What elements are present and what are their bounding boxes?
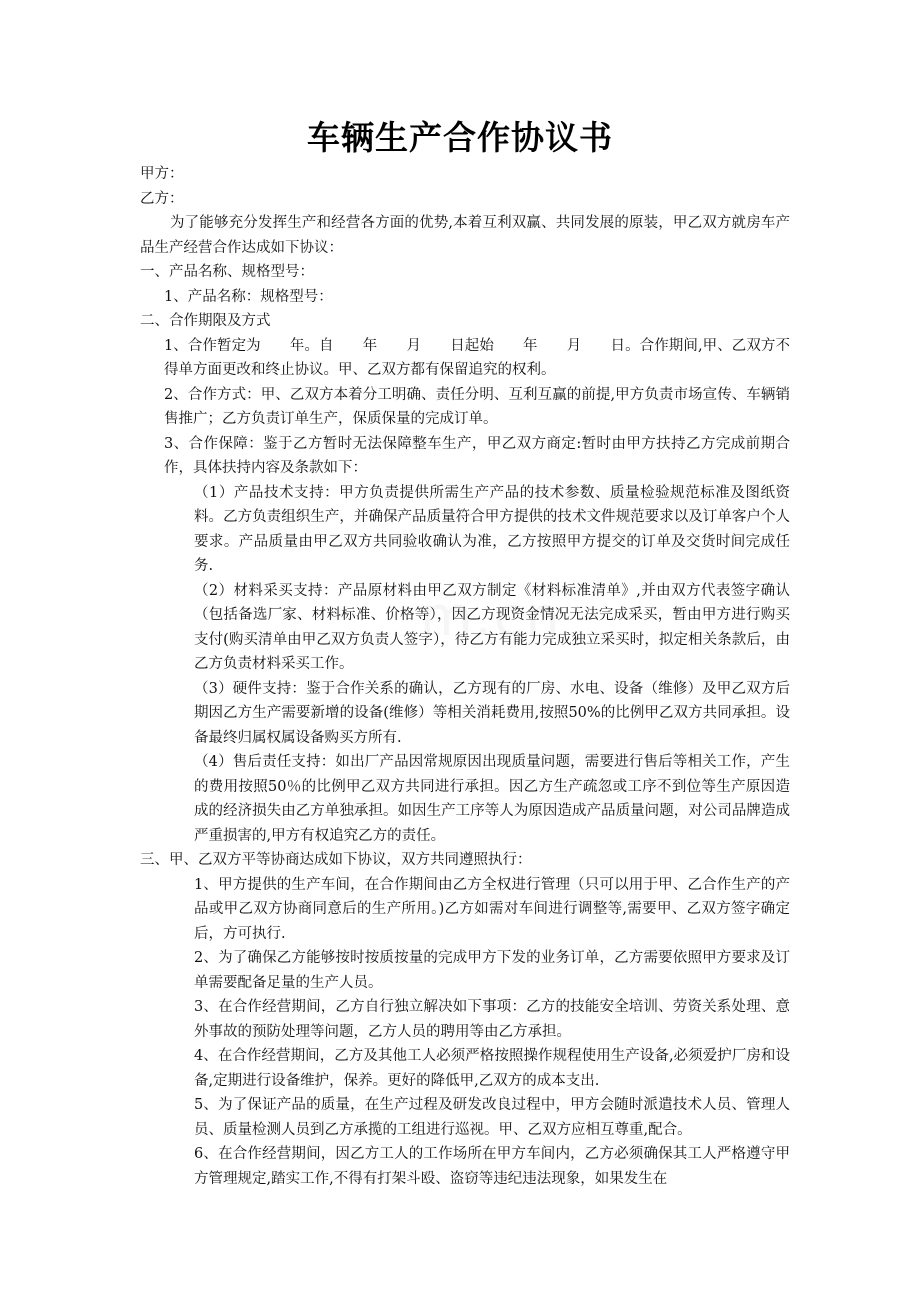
section-2-sub-3: （3）硬件支持：鉴于合作关系的确认，乙方现有的厂房、水电、设备（维修）及甲乙双方后期因乙方生产需要新增的设备(维修）等相关消耗费用,按照50%的比例甲乙双方共同承担。设备最终归属权属设备购买方所有. [194, 680, 790, 746]
party-a-line: 甲方： [140, 166, 184, 182]
section-3-item-2: 2、为了确保乙方能够按时按质按量的完成甲方下发的业务订单，乙方需要依照甲方要求及订单需要配备足量的生产人员。 [194, 950, 790, 991]
party-b-line: 乙方： [140, 190, 184, 207]
section-3-item-3: 3、在合作经营期间，乙方自行独立解决如下事项：乙方的技能安全培训、劳资关系处理、意外事故的预防处理等问题，乙方人员的聘用等由乙方承担。 [194, 999, 790, 1040]
section-3-item-5: 5、为了保证产品的质量，在生产过程及研发改良过程中，甲方会随时派遣技术人员、管理人员、质量检测人员到乙方承揽的工组进行巡视。甲、乙双方应相互尊重,配合。 [194, 1097, 790, 1138]
document-title: 车辆生产合作协议书 [307, 118, 613, 157]
watermark: m.cn [420, 585, 562, 648]
section-3-heading: 三、甲、乙双方平等协商达成如下协议，双方共同遵照执行： [140, 852, 532, 868]
section-2-item-1: 1、合作暂定为 年。自 年 月 日起始 年 月 日。合作期间,甲、乙双方不得单方面更改和终止协议。甲、乙双方都有保留追究的权利。 [164, 337, 790, 378]
section-2-sub-1: （1）产品技术支持：甲方负责提供所需生产产品的技术参数、质量检验规范标准及图纸资料。乙方负责组织生产，并确保产品质量符合甲方提供的技术文件规范要求以及订单客户个人要求。产品质量由甲乙双方共同验收确认为准，乙方按照甲方提交的订单及交货时间完成任务. [194, 484, 790, 574]
document-body [140, 162, 790, 1191]
section-2-item-3: 3、合作保障：鉴于乙方暂时无法保障整车生产，甲乙双方商定:暂时由甲方扶持乙方完成前期合作，具体扶持内容及条款如下： [164, 435, 790, 476]
section-3-item-1: 1、甲方提供的生产车间，在合作期间由乙方全权进行管理（只可以用于甲、乙合作生产的产品或甲乙双方协商同意后的生产所用。)乙方如需对车间进行调整等,需要甲、乙双方签字确定后，方可执行. [194, 876, 790, 942]
section-2-sub-2: （2）材料采买支持：产品原材料由甲乙双方制定《材料标准清单》,并由双方代表签字确认（包括备选厂家、材料标准、价格等），因乙方现资金情况无法完成采买，暂由甲方进行购买支付(购买清单由甲乙双方负责人签字），待乙方有能力完成独立采买时，拟定相关条款后，由乙方负责材料采买工作。 [194, 582, 790, 672]
section-1-heading: 一、产品名称、规格型号： [140, 264, 314, 280]
section-2-heading: 二、合作期限及方式 [140, 313, 271, 329]
section-3-item-6: 6、在合作经营期间，因乙方工人的工作场所在甲方车间内，乙方必须确保其工人严格遵守甲方管理规定,踏实工作,不得有打架斗殴、盗窃等违纪违法现象，如果发生在 [194, 1146, 790, 1187]
section-3-item-4: 4、在合作经营期间，乙方及其他工人必须严格按照操作规程使用生产设备,必须爱护厂房和设备,定期进行设备维护，保养。更好的降低甲,乙双方的成本支出. [194, 1048, 790, 1089]
section-2-item-2: 2、合作方式：甲、乙双方本着分工明确、责任分明、互利互赢的前提,甲方负责市场宣传、车辆销售推广；乙方负责订单生产，保质保量的完成订单。 [164, 386, 790, 427]
section-1-item-1: 1、产品名称：规格型号： [164, 288, 333, 305]
intro-paragraph: 为了能够充分发挥生产和经营各方面的优势,本着互利双赢、共同发展的原装，甲乙双方就房车产品生产经营合作达成如下协议： [140, 215, 790, 256]
section-2-sub-4: （4）售后责任支持：如出厂产品因常规原因出现质量问题，需要进行售后等相关工作，产生的费用按照50％的比例甲乙双方共同进行承担。因乙方生产疏忽或工序不到位等生产原因造成的经济损失由乙方单独承担。如因生产工序等人为原因造成产品质量问题，对公司品牌造成严重损害的,甲方有权追究乙方的责任。 [194, 754, 790, 844]
